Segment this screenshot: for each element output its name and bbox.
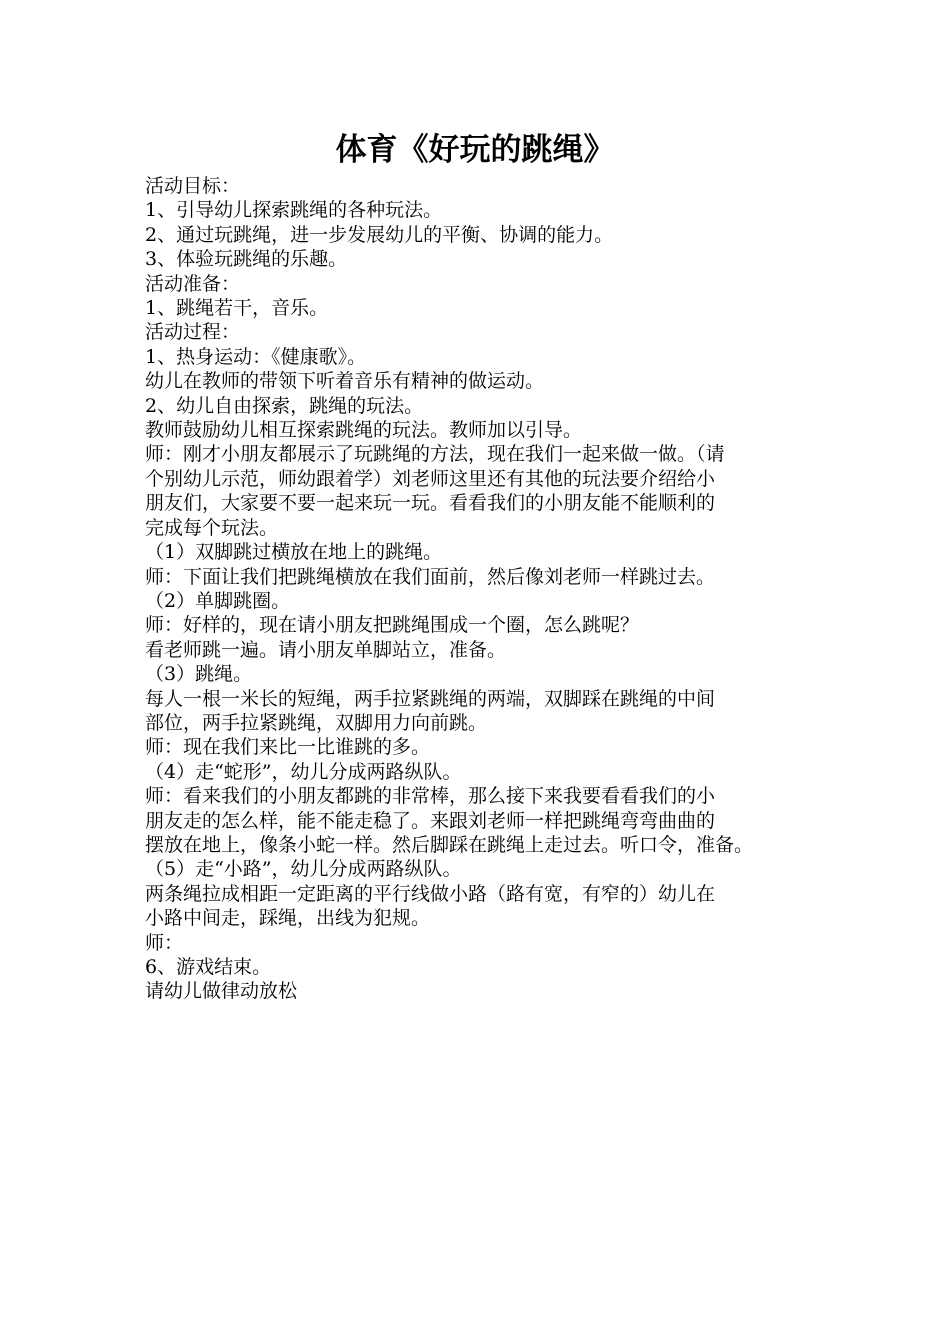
text-line: 小路中间走，踩绳，出线为犯规。 bbox=[145, 907, 431, 930]
text-line: 师：好样的，现在请小朋友把跳绳围成一个圈，怎么跳呢？ bbox=[145, 614, 640, 637]
sub-step: （2）单脚跳圈。 bbox=[145, 589, 291, 612]
sub-step: （4）走“蛇形”，幼儿分成两路纵队。 bbox=[145, 760, 462, 783]
text-line: 师：看来我们的小朋友都跳的非常棒，那么接下来我要看看我们的小 bbox=[145, 785, 716, 808]
text-line: 幼儿在教师的带领下听着音乐有精神的做运动。 bbox=[145, 370, 545, 393]
section-heading-preparation: 活动准备： bbox=[145, 272, 241, 295]
text-line: 朋友走的怎么样，能不能走稳了。来跟刘老师一样把跳绳弯弯曲曲的 bbox=[145, 809, 716, 832]
text-line: 请幼儿做律动放松 bbox=[145, 980, 298, 1003]
text-line: 完成每个玩法。 bbox=[145, 516, 279, 539]
sub-step: （3）跳绳。 bbox=[145, 663, 253, 686]
sub-step: （5）走“小路”，幼儿分成两路纵队。 bbox=[145, 858, 462, 881]
text-line: 教师鼓励幼儿相互探索跳绳的玩法。教师加以引导。 bbox=[145, 419, 583, 442]
goal-item: 1、引导幼儿探索跳绳的各种玩法。 bbox=[145, 199, 443, 222]
preparation-item: 1、跳绳若干，音乐。 bbox=[145, 297, 329, 320]
text-line: 看老师跳一遍。请小朋友单脚站立，准备。 bbox=[145, 638, 507, 661]
text-line: 摆放在地上，像条小蛇一样。然后脚踩在跳绳上走过去。听口令，准备。 bbox=[145, 833, 754, 856]
process-step: 1、热身运动：《健康歌》。 bbox=[145, 345, 367, 368]
goal-item: 3、体验玩跳绳的乐趣。 bbox=[145, 248, 348, 271]
process-step: 6、游戏结束。 bbox=[145, 956, 272, 978]
text-line: 师：下面让我们把跳绳横放在我们面前，然后像刘老师一样跳过去。 bbox=[145, 565, 716, 588]
goal-item: 2、通过玩跳绳，进一步发展幼儿的平衡、协调的能力。 bbox=[145, 223, 614, 246]
text-line: 师：刚才小朋友都展示了玩跳绳的方法，现在我们一起来做一做。（请 bbox=[145, 443, 725, 466]
document-title: 体育《好玩的跳绳》 bbox=[335, 132, 615, 168]
text-line: 个别幼儿示范，师幼跟着学）刘老师这里还有其他的玩法要介绍给小 bbox=[145, 467, 716, 490]
text-line: 朋友们，大家要不要一起来玩一玩。看看我们的小朋友能不能顺利的 bbox=[145, 492, 716, 515]
text-line: 两条绳拉成相距一定距离的平行线做小路（路有宽，有窄的）幼儿在 bbox=[145, 882, 716, 905]
section-heading-goals: 活动目标： bbox=[145, 175, 241, 197]
text-line: 每人一根一米长的短绳，两手拉紧跳绳的两端，双脚踩在跳绳的中间 bbox=[145, 687, 716, 710]
document-body bbox=[145, 174, 815, 1004]
process-step: 2、幼儿自由探索，跳绳的玩法。 bbox=[145, 394, 424, 417]
text-line: 师： bbox=[145, 931, 184, 954]
text-line: 师：现在我们来比一比谁跳的多。 bbox=[145, 736, 431, 759]
section-heading-process: 活动过程： bbox=[145, 321, 241, 344]
text-line: 部位，两手拉紧跳绳，双脚用力向前跳。 bbox=[145, 711, 488, 734]
sub-step: （1）双脚跳过横放在地上的跳绳。 bbox=[145, 541, 443, 564]
